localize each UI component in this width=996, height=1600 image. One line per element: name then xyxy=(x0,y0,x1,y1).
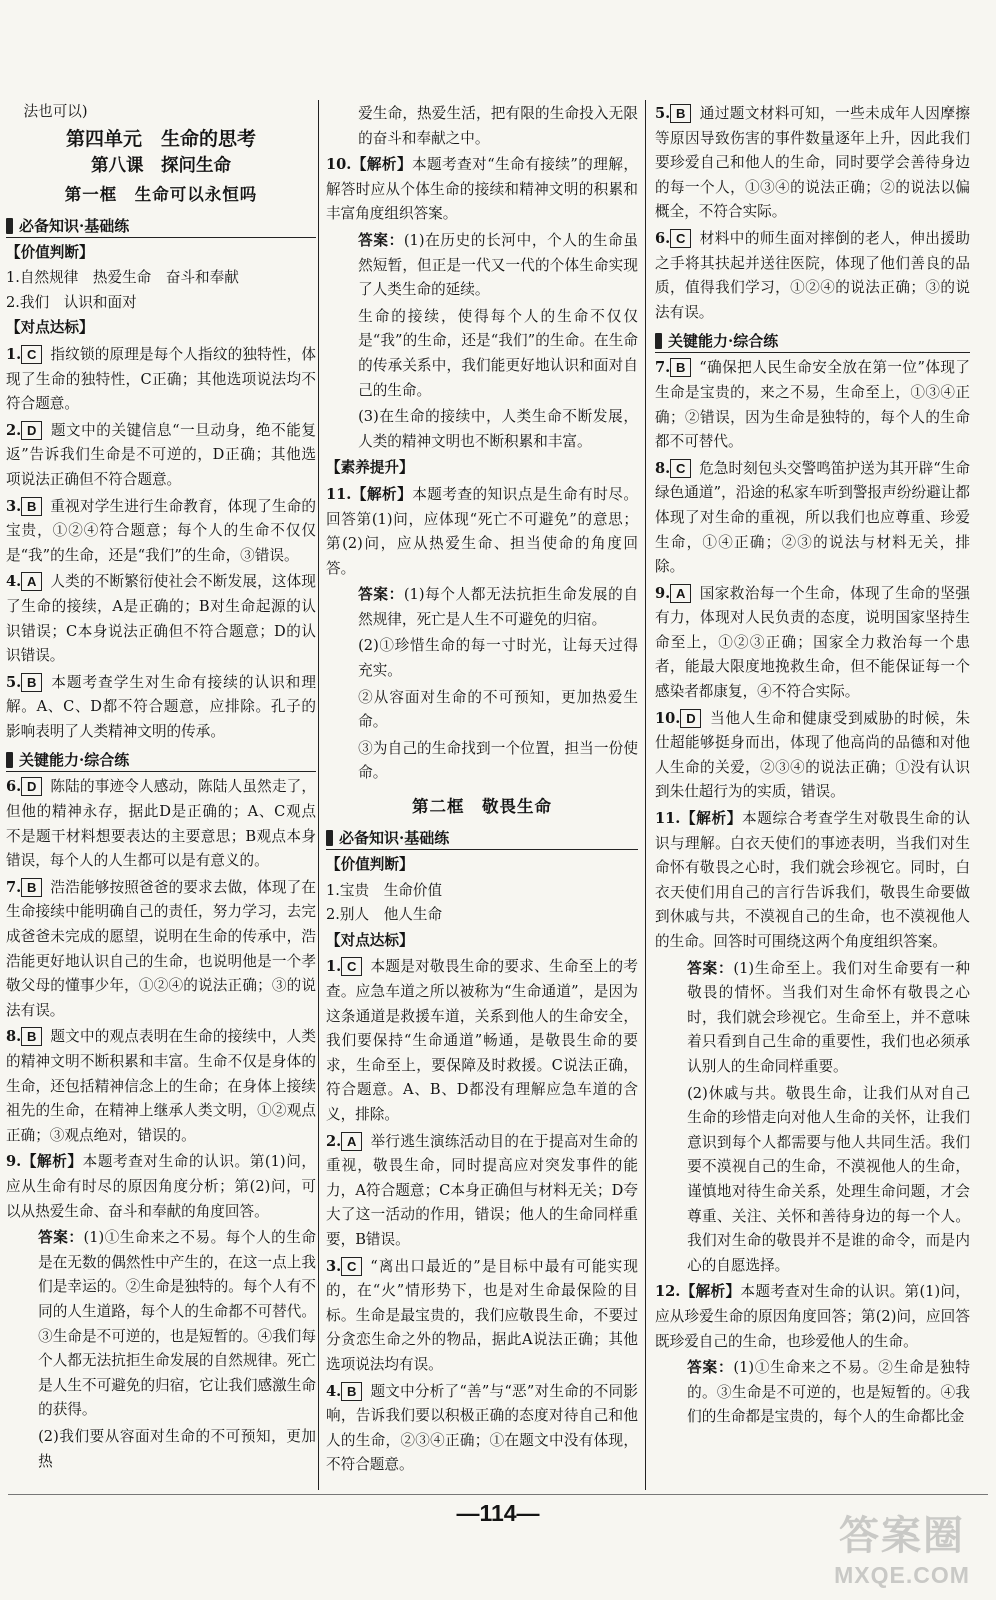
question-item: 1. C 指纹锁的原理是每个人指纹的独特性，体现了生命的独特性，C正确；其他选项说法均不符合题意。 xyxy=(6,345,316,413)
answer-box: B xyxy=(21,1027,42,1046)
section-marker-icon xyxy=(326,830,333,846)
question-item: 11.【解析】本题考查的知识点是生命有时尽。回答第(1)问，应体现“死亡不可避免”的意思；第(2)问，应从热爱生命、担当使命的角度回答。 xyxy=(326,485,638,577)
answer-box: B xyxy=(341,1382,362,1401)
page-number: —114— xyxy=(456,1500,540,1526)
answer-text: (2)我们要从容面对生命的不可预知，更加热 xyxy=(38,1427,316,1470)
section-marker-icon xyxy=(6,752,13,768)
answer-text: 答案：(1)①生命来之不易。每个人的生命是在无数的偶然性中产生的，在这一点上我们是幸运的。②生命是独特的。每个人有不同的人生道路，每个人的生命都不可替代。③生命是不可逆的，也是短暂的。④我们每个人都无法抗拒生命发展的自然规律。死亡是人生不可避免的归宿，它让我们感激生命的获得。 xyxy=(38,1229,316,1419)
answer-text: (2)①珍惜生命的每一寸时光，让每天过得充实。 xyxy=(358,637,638,680)
answer-box: D xyxy=(21,777,42,796)
column-middle xyxy=(326,100,638,1495)
answer-box: D xyxy=(21,421,42,440)
question-item: 6. C 材料中的师生面对摔倒的老人，伸出援助之手将其扶起并送往医院，体现了他们善良的品质，值得我们学习，①②④的说法正确；③的说法有误。 xyxy=(655,229,970,321)
watermark-logo xyxy=(812,1510,992,1596)
answer-box: B xyxy=(670,104,691,123)
unit-title: 第四单元 生命的思考 xyxy=(65,127,256,150)
frame-title: 第二框 敬畏生命 xyxy=(412,797,552,817)
answer-box: C xyxy=(670,459,691,478)
answer-text: (3)在生命的接续中，人类生命不断发展，人类的精神文明也不断积累和丰富。 xyxy=(358,408,638,450)
question-item: 1. C 本题是对敬畏生命的要求、生命至上的考查。应急车道之所以被称为“生命通道”，是因为这条通道是救援车道，关系到他人的生命安全，我们要保持“生命通道”畅通，是敬畏生命的要求，生命至上，要保障及时救援。C说法正确，符合题意。A、B、D都没有理解应急车道的含义，排除。 xyxy=(326,958,638,1123)
answer-text: 爱生命，热爱生活，把有限的生命投入无限的奋斗和奉献之中。 xyxy=(358,105,638,147)
answer-box: B xyxy=(21,497,42,516)
question-item: 5. B 本题考查学生对生命有接续的认识和理解。A、C、D都不符合题意，应排除。孔子的影响表明了人类精神文明的传承。 xyxy=(6,673,316,740)
answer-text: 答案：(1)生命至上。我们对生命要有一种敬畏的情怀。当我们对生命怀有敬畏之心时，我们就会珍视它。生命至上，并不意味着只看到自己生命的重要性，我们也必须承认别人的生命同样重要。 xyxy=(687,959,970,1075)
value-judgment-line: 2.我们 认识和面对 xyxy=(6,293,137,311)
lesson-title: 第八课 探问生命 xyxy=(91,155,231,176)
question-item: 10.【解析】本题考查对“生命有接续”的理解，解答时应从个体生命的接续和精神文明的积累和丰富角度组织答案。 xyxy=(326,156,638,223)
answer-text: ②从容面对生命的不可预知，更加热爱生命。 xyxy=(358,688,638,731)
answer-box: C xyxy=(670,229,691,248)
frame-title: 第一框 生命可以永恒吗 xyxy=(64,184,258,204)
section-marker-icon xyxy=(655,333,662,349)
answer-box: A xyxy=(341,1132,362,1151)
value-judgment-line: 2.别人 他人生命 xyxy=(326,906,443,924)
answer-box: C xyxy=(341,1257,362,1276)
answer-text: 生命的接续，使得每个人的生命不仅仅是“我”的生命，还是“我们”的生命。在生命的传承关系中，我们能更好地认识和面对自己的生命。 xyxy=(358,307,638,399)
question-item: 8. C 危急时刻包头交警鸣笛护送为其开辟“生命绿色通道”，沿途的私家车听到警报声纷纷避让都体现了对生命的重视，所以我们也应尊重、珍爱生命，①④正确；②③的说法与材料无关，排除。 xyxy=(655,459,970,576)
watermark-url: MXQE.COM xyxy=(834,1562,970,1588)
question-item: 7. B 浩浩能够按照爸爸的要求去做，体现了在生命接续中能明确自己的责任，努力学习，去完成爸爸未完成的愿望，说明在生命的传承中，浩浩能更好地认识自己的生命，也说明他是一个孝敬父母的懂事少年，①②④的说法正确；③的说法有误。 xyxy=(6,878,316,1019)
watermark-text: 答案圈 xyxy=(839,1514,965,1558)
question-item: 4. B 题文中分析了“善”与“恶”对生命的不同影响，告诉我们要以积极正确的态度对待自己和他人的生命，②③④正确；①在题文中没有体现，不符合题意。 xyxy=(326,1382,638,1474)
question-item: 2. A 举行逃生演练活动目的在于提高对生命的重视，敬畏生命，同时提高应对突发事件的能力，A符合题意；C本身正确但与材料无关；D夸大了这一活动的作用，错误；他人的生命同样重要，B错误。 xyxy=(326,1132,638,1248)
section-header-basic: 必备知识·基础练 xyxy=(6,215,316,238)
column-left xyxy=(6,100,316,1495)
section-header-key: 关键能力·综合练 xyxy=(655,330,970,353)
answer-box: C xyxy=(341,957,362,976)
question-item: 6. D 陈陆的事迹令人感动，陈陆人虽然走了，但他的精神永存，据此D是正确的；A、C观点不是题干材料想要表达的主要意思；B观点本身错误，每个人的人生都可以是有意义的。 xyxy=(6,778,316,870)
question-item: 2. D 题文中的关键信息“一旦动身，绝不能复返”告诉我们生命是不可逆的，D正确；其他选项说法正确但不符合题意。 xyxy=(6,421,316,488)
column-divider xyxy=(318,100,319,1490)
answer-box: D xyxy=(680,709,701,728)
carryover-text: 法也可以) xyxy=(23,103,88,120)
value-judgment-line: 1.宝贵 生命价值 xyxy=(326,881,443,899)
subsection-label: 【对点达标】 xyxy=(326,931,414,949)
answer-box: B xyxy=(21,878,42,897)
question-item: 3. C “离出口最近的”是目标中最有可能实现的，在“火”情形势下，也是对生命最保险的目标。生命是最宝贵的，我们应敬畏生命，不要过分贪恋生命之外的物品，据此A说法正确；其他选项说法均有误。 xyxy=(326,1257,638,1373)
answer-box: A xyxy=(670,584,691,603)
question-item: 4. A 人类的不断繁衍使社会不断发展，这体现了生命的接续，A是正确的；B对生命起源的认识错误；C本身说法正确但不符合题意；D的认识错误。 xyxy=(6,573,316,665)
value-judgment-line: 1.自然规律 热爱生命 奋斗和奉献 xyxy=(6,269,239,287)
question-item: 10. D 当他人生命和健康受到威胁的时候，朱仕超能够挺身而出，体现了他高尚的品德和对他人生命的关爱，②③④的说法正确；①没有认识到朱仕超行为的实质，错误。 xyxy=(655,709,970,801)
question-item: 5. B 通过题文材料可知，一些未成年人因摩擦等原因导致伤害的事件数量逐年上升，因此我们要珍爱自己和他人的生命，同时要学会善待身边的每一个人，①③④的说法正确；②的说法以偏概全，不符合实际。 xyxy=(655,105,970,221)
answer-box: B xyxy=(21,673,42,692)
column-right xyxy=(655,100,970,1495)
subsection-label: 【对点达标】 xyxy=(6,319,94,337)
footer-divider xyxy=(8,1494,988,1495)
question-item: 9.【解析】本题考查对生命的认识。第(1)问，应从生命有时尽的原因角度分析；第(2)问，可以从热爱生命、奋斗和奉献的角度回答。 xyxy=(6,1153,316,1220)
question-item: 3. B 重视对学生进行生命教育，体现了生命的宝贵，①②④符合题意；每个人的生命不仅仅是“我”的生命，还是“我们”的生命，③错误。 xyxy=(6,497,316,564)
subsection-label: 【价值判断】 xyxy=(326,856,414,874)
question-item: 8. B 题文中的观点表明在生命的接续中，人类的精神文明不断积累和丰富。生命不仅是身体的生命，还包括精神信念上的生命；在身体上接续祖先的生命，在精神上继承人类文明，①②观点正确；③观点绝对，错误的。 xyxy=(6,1028,316,1144)
answer-text: 答案：(1)每个人都无法抗拒生命发展的自然规律，死亡是人生不可避免的归宿。 xyxy=(358,586,638,628)
answer-text: 答案：(1)在历史的长河中，个人的生命虽然短暂，但正是一代又一代的个体生命实现了人类生命的延续。 xyxy=(358,231,638,299)
column-divider xyxy=(645,100,646,1490)
answer-box: A xyxy=(21,572,42,591)
subsection-label: 【素养提升】 xyxy=(326,459,414,477)
question-item: 11.【解析】本题综合考查学生对敬畏生命的认识与理解。白衣天使们的事迹表明，当我们对生命怀有敬畏之心时，我们就会珍视它。同时，白衣天使们用自己的言行告诉我们，敬畏生命要做到休戚与共，不漠视自己的生命，也不漠视他人的生命。回答时可围绕这两个角度组织答案。 xyxy=(655,810,970,950)
answer-text: ③为自己的生命找到一个位置，担当一份使命。 xyxy=(358,739,638,782)
answer-box: C xyxy=(21,345,42,364)
question-item: 9. A 国家救治每一个生命，体现了生命的坚强有力，体现对人民负责的态度，说明国家坚持生命至上，①②③正确；国家全力救治每一个患者，能最大限度地挽救生命，但不能保证每一个感染者都康复，④不符合实际。 xyxy=(655,584,970,701)
answer-text: 答案：(1)①生命来之不易。②生命是独特的。③生命是不可逆的，也是短暂的。④我们的生命都是宝贵的，每个人的生命都比金 xyxy=(687,1359,970,1426)
subsection-label: 【价值判断】 xyxy=(6,243,94,261)
section-marker-icon xyxy=(6,218,13,234)
section-header-basic: 必备知识·基础练 xyxy=(326,827,638,850)
answer-text: (2)休戚与共。敬畏生命，让我们从对自己生命的珍惜走向对他人生命的关怀，让我们意识到每个人都需要与他人共同生活。我们要不漠视自己的生命，不漠视他人的生命，谨慎地对待生命关系，处理生命问题，才会尊重、关注、关怀和善待身边的每一个人。我们对生命的敬畏并不是谁的命令，而是内心的自愿选择。 xyxy=(687,1084,970,1274)
question-item: 12.【解析】本题考查对生命的认识。第(1)问，应从珍爱生命的原因角度回答；第(2)问，应回答既珍爱自己的生命，也珍爱他人的生命。 xyxy=(655,1283,970,1350)
answer-box: B xyxy=(670,358,691,377)
question-item: 7. B “确保把人民生命安全放在第一位”体现了生命是宝贵的，来之不易，生命至上，①③④正确；②错误，因为生命是独特的，每个人的生命都不可替代。 xyxy=(655,359,970,451)
section-header-key: 关键能力·综合练 xyxy=(6,749,316,772)
